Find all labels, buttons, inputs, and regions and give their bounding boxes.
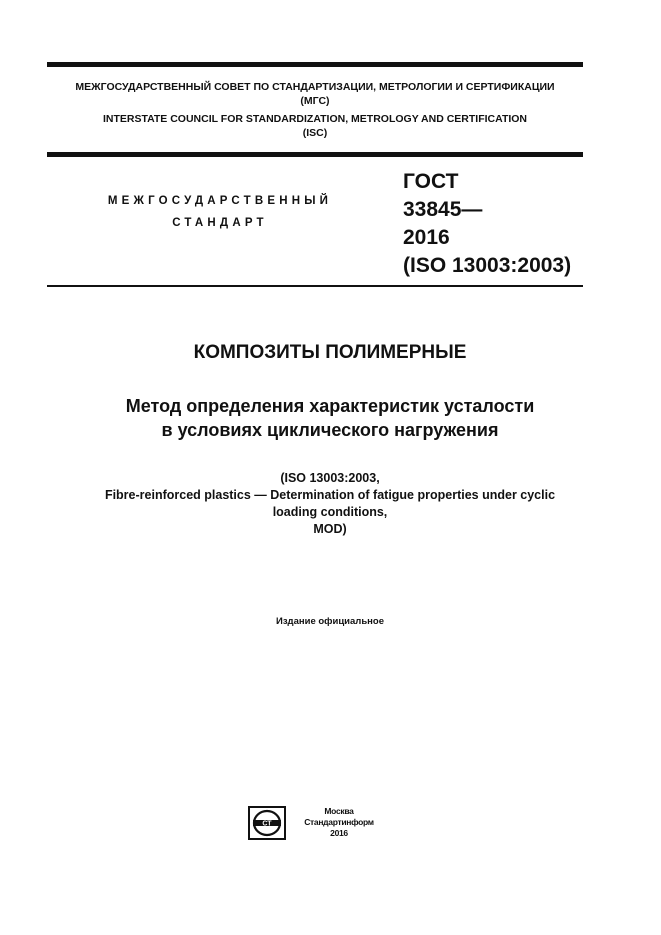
- council-ru: [47, 80, 583, 108]
- council-en: [47, 112, 583, 140]
- iso-reference-line4: MOD): [313, 522, 347, 536]
- iso-reference-line2: Fibre-reinforced plastics — Determination of fatigue properties under cyclic: [104, 488, 556, 502]
- gost-iso-equivalent: (ISO 13003:2003): [403, 254, 572, 277]
- logo-text: СТ: [262, 820, 272, 828]
- council-en-abbr: (ISC): [302, 127, 328, 139]
- standard-label-line2: СТАНДАРТ: [172, 217, 268, 229]
- publisher-logo-icon: [248, 806, 286, 840]
- standard-label: [70, 190, 370, 234]
- gost-year: 2016: [403, 226, 450, 249]
- publisher-year: 2016: [330, 828, 348, 838]
- council-ru-abbr: (МГС): [300, 95, 330, 107]
- thin-rule: [47, 285, 583, 287]
- iso-reference-line3: loading conditions,: [272, 505, 388, 519]
- document-subtitle: [47, 394, 613, 442]
- council-en-name: INTERSTATE COUNCIL FOR STANDARDIZATION, METROLOGY AND CERTIFICATION: [102, 113, 528, 125]
- publisher-name: Стандартинформ: [304, 817, 374, 827]
- subtitle-line2: в условиях циклического нагружения: [161, 420, 499, 440]
- edition-note: Издание официальное: [276, 616, 384, 627]
- gost-number: 33845—: [403, 198, 483, 221]
- standard-label-line1: МЕЖГОСУДАРСТВЕННЫЙ: [107, 195, 333, 207]
- iso-reference: [47, 470, 613, 538]
- subtitle-line1: Метод определения характеристик усталости: [125, 396, 535, 416]
- gost-designation: [403, 168, 571, 280]
- publisher-info: [294, 806, 384, 839]
- iso-reference-line1: (ISO 13003:2003,: [280, 471, 380, 485]
- gost-prefix: ГОСТ: [403, 170, 459, 193]
- middle-rule: [47, 152, 583, 157]
- council-ru-name: МЕЖГОСУДАРСТВЕННЫЙ СОВЕТ ПО СТАНДАРТИЗАЦИИ, МЕТРОЛОГИИ И СЕРТИФИКАЦИИ: [75, 81, 555, 93]
- publisher-city: Москва: [324, 806, 354, 816]
- top-rule: [47, 62, 583, 67]
- document-title: КОМПОЗИТЫ ПОЛИМЕРНЫЕ: [193, 342, 467, 363]
